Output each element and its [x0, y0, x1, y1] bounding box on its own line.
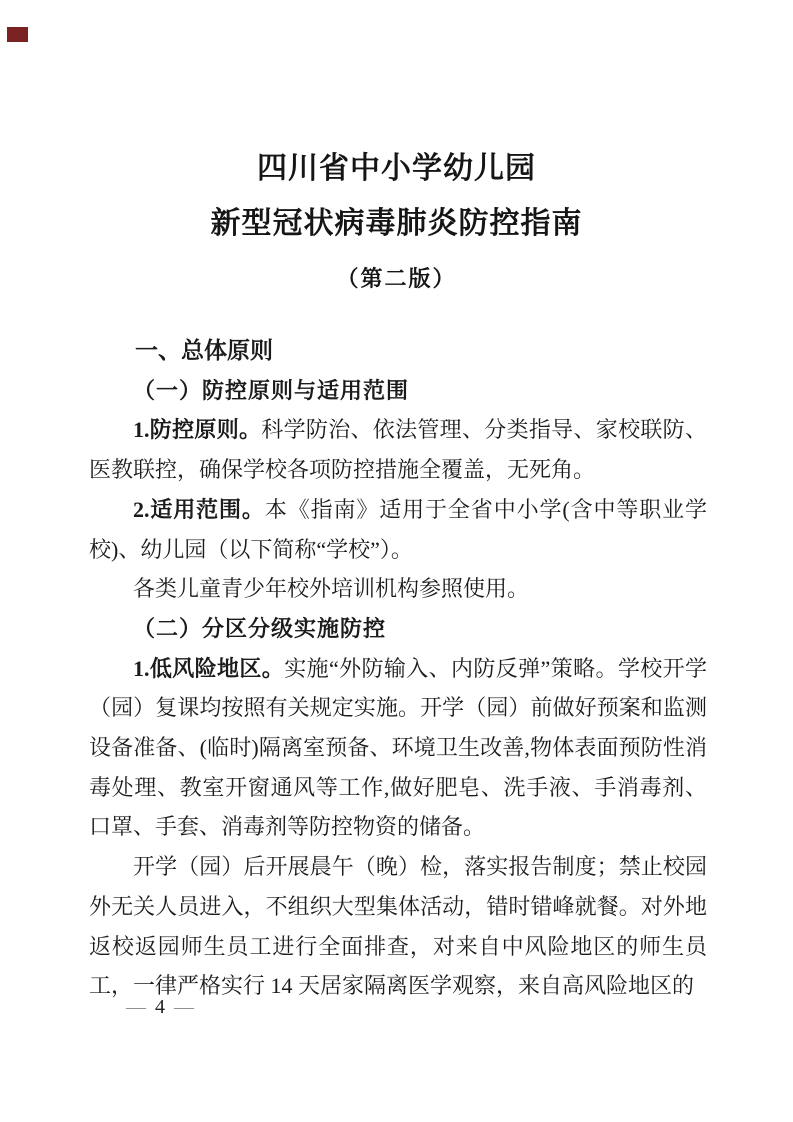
red-corner-mark	[7, 27, 28, 42]
paragraph-2-text: 本《指南》适用于全省中小学(含中等职业学校)、幼儿园（以下简称“学校”）。	[89, 496, 707, 562]
paragraph-low-risk-area	[89, 649, 707, 848]
paragraph-prevention-principle	[89, 410, 707, 489]
subsection-1-heading: （一）防控原则与适用范围	[133, 377, 410, 403]
doc-edition: （第二版）	[336, 266, 457, 291]
section-1-heading: 一、总体原则	[135, 337, 273, 363]
footer-page-number: 4	[155, 996, 165, 1018]
footer-left-dash: —	[126, 996, 146, 1018]
paragraph-scope	[89, 490, 707, 569]
doc-title-line1: 四川省中小学幼儿园	[257, 152, 536, 185]
paragraph-1-lead: 1.防控原则。	[133, 417, 262, 443]
page-number	[126, 996, 194, 1019]
paragraph-4-text: 实施“外防输入、内防反弹”策略。学校开学（园）复课均按照有关规定实施。开学（园）前做好预案和监测设备准备、(临时)隔离室预备、环境卫生改善,物体表面预防性消毒处理、教室开窗通风等工作,做好肥皂、洗手液、手消毒剂、口罩、手套、消毒剂等防控物资的储备。	[89, 655, 707, 840]
footer-right-dash: —	[174, 996, 194, 1018]
paragraph-1-text: 科学防治、依法管理、分类指导、家校联防、医教联控，确保学校各项防控措施全覆盖，无死角。	[89, 417, 707, 483]
document-body	[89, 331, 707, 1006]
paragraph-2-lead: 2.适用范围。	[133, 496, 265, 522]
paragraph-4-lead: 1.低风险地区。	[133, 655, 285, 681]
paragraph-reference-use: 各类儿童青少年校外培训机构参照使用。	[133, 576, 530, 602]
subsection-2-heading: （二）分区分级实施防控	[133, 615, 387, 641]
doc-title-line2: 新型冠状病毒肺炎防控指南	[210, 207, 583, 240]
paragraph-after-reopening: 开学（园）后开展晨午（晚）检，落实报告制度；禁止校园外无关人员进入，不组织大型集体活动，错时错峰就餐。对外地返校返园师生员工进行全面排查，对来自中风险地区的师生员工，一律严格实行 14 天居家隔离医学观察，来自高风险地区的	[89, 854, 707, 999]
